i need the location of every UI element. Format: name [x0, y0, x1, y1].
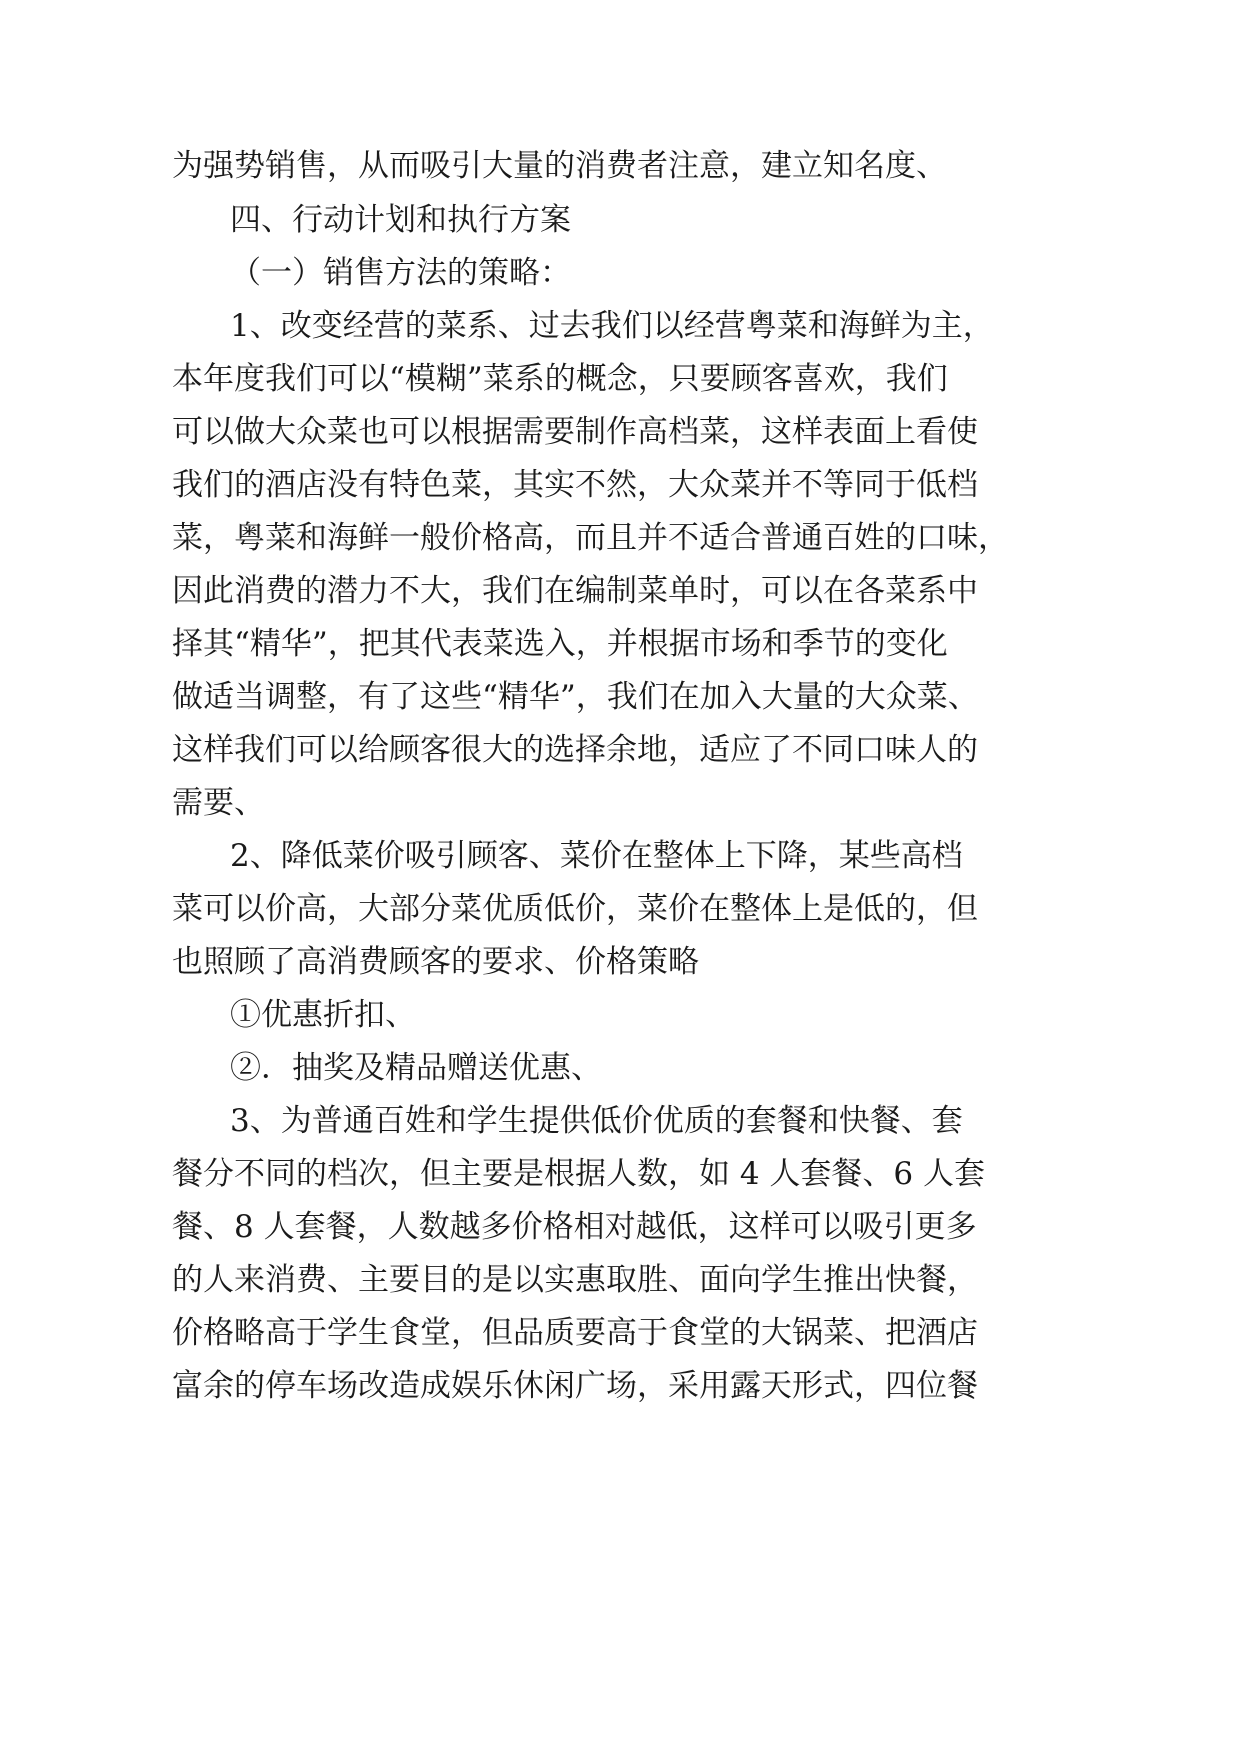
- body-text-line: 餐、8 人套餐，人数越多价格相对越低，这样可以吸引更多: [172, 1209, 977, 1245]
- section-heading: 四、行动计划和执行方案: [230, 202, 571, 238]
- body-text-line: 需要、: [172, 785, 265, 821]
- body-text-line: 我们的酒店没有特色菜，其实不然，大众菜并不等同于低档: [172, 467, 978, 503]
- body-text-line: 可以做大众菜也可以根据需要制作高档菜，这样表面上看使: [172, 414, 978, 450]
- body-text-line: 做适当调整，有了这些“精华”，我们在加入大量的大众菜、: [172, 679, 979, 715]
- body-text-line: 菜可以价高，大部分菜优质低价，菜价在整体上是低的，但: [172, 891, 978, 927]
- subsection-heading: （一）销售方法的策略：: [230, 255, 571, 291]
- body-text-line: 2、降低菜价吸引顾客、菜价在整体上下降，某些高档: [230, 838, 963, 874]
- body-text-line: 也照顾了高消费顾客的要求、价格策略: [172, 944, 699, 980]
- body-text-line: 为强势销售，从而吸引大量的消费者注意，建立知名度、: [172, 148, 947, 184]
- body-text-line: 菜，粤菜和海鲜一般价格高，而且并不适合普通百姓的口味，: [172, 520, 1009, 556]
- body-text-line: 本年度我们可以“模糊”菜系的概念，只要顾客喜欢，我们: [172, 361, 948, 397]
- body-text-line: 1、改变经营的菜系、过去我们以经营粤菜和海鲜为主，: [230, 308, 994, 344]
- body-text-line: 餐分不同的档次，但主要是根据人数，如 4 人套餐、6 人套: [172, 1156, 986, 1192]
- body-text-line: 的人来消费、主要目的是以实惠取胜、面向学生推出快餐，: [172, 1262, 978, 1298]
- list-item: ②．抽奖及精品赠送优惠、: [230, 1050, 602, 1086]
- body-text-line: 这样我们可以给顾客很大的选择余地，适应了不同口味人的: [172, 732, 978, 768]
- body-text-line: 3、为普通百姓和学生提供低价优质的套餐和快餐、套: [230, 1103, 963, 1139]
- list-item: ①优惠折扣、: [230, 997, 416, 1033]
- body-text-line: 富余的停车场改造成娱乐休闲广场，采用露天形式，四位餐: [172, 1368, 978, 1404]
- body-text-line: 价格略高于学生食堂，但品质要高于食堂的大锅菜、把酒店: [172, 1315, 978, 1351]
- body-text-line: 择其“精华”，把其代表菜选入，并根据市场和季节的变化: [172, 626, 948, 662]
- body-text-line: 因此消费的潜力不大，我们在编制菜单时，可以在各菜系中: [172, 573, 978, 609]
